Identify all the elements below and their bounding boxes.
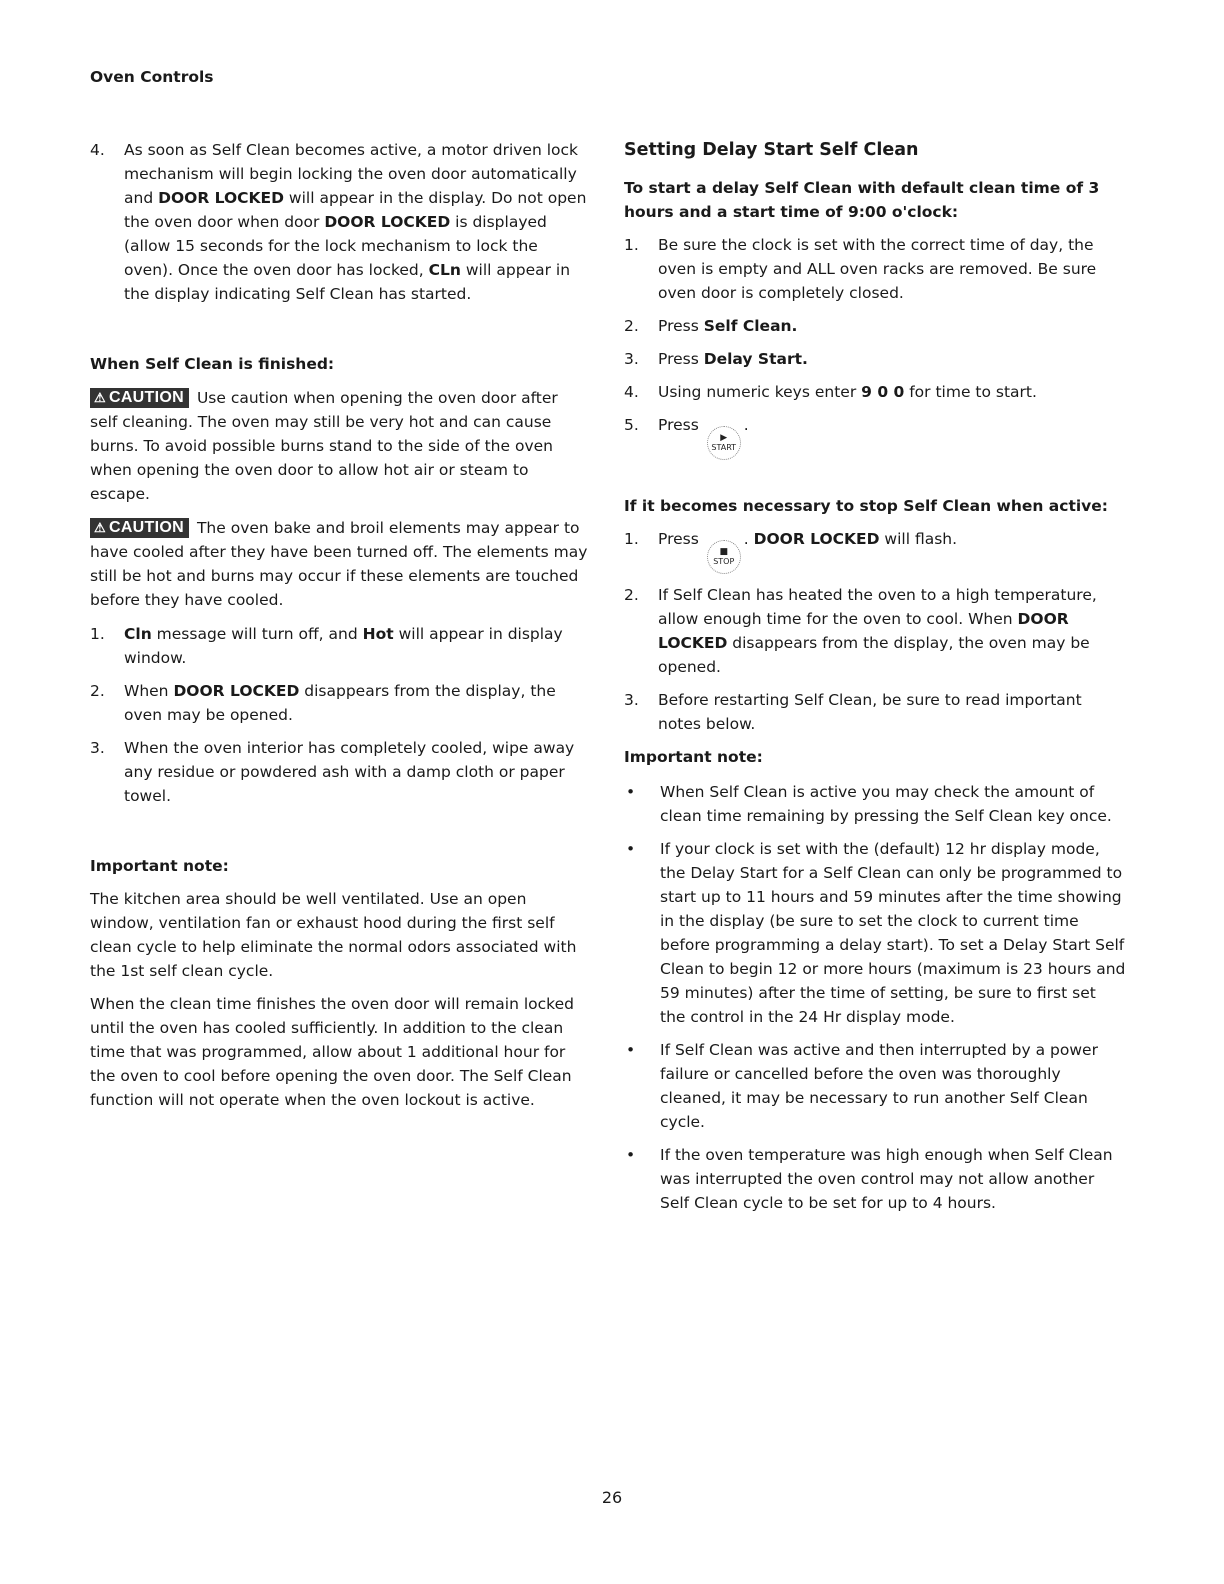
note-bullet: • When Self Clean is active you may check the amount of clean time remaining by pressing the Self Clean key once.: [624, 780, 1126, 828]
caution-badge: ⚠ CAUTION: [90, 518, 189, 538]
delay-step-3: 3. Press Delay Start.: [624, 350, 808, 368]
page-header: Oven Controls: [90, 68, 214, 86]
stop-step-2: 2. If Self Clean has heated the oven to a high temperature, allow enough time for the oven to cool. When DOOR LOCKED disappears from the display, the oven may be opened.: [624, 586, 1097, 676]
warning-triangle-icon: ⚠: [94, 520, 106, 535]
step-number: 4.: [90, 141, 105, 159]
delay-intro: To start a delay Self Clean with default clean time of 3 hours and a start time of 9:00 o'clock:: [624, 179, 1100, 221]
door-locked-text: DOOR LOCKED: [324, 213, 451, 231]
caution-badge: ⚠ CAUTION: [90, 388, 189, 408]
bullet-icon: •: [626, 840, 636, 858]
important-note-heading: Important note:: [90, 857, 229, 875]
finished-step-1: 1. Cln message will turn off, and Hot will appear in display window.: [90, 625, 563, 667]
important-note-paragraph-1: The kitchen area should be well ventilated. Use an open window, ventilation fan or exhaust hood during the first self clean cycle to help eliminate the normal odors associated with the 1st self clean cycle.: [90, 890, 577, 980]
bullet-icon: •: [626, 1041, 636, 1059]
delay-step-4: 4. Using numeric keys enter 9 0 0 for time to start.: [624, 383, 1037, 401]
finished-step-2: 2. When DOOR LOCKED disappears from the display, the oven may be opened.: [90, 682, 556, 724]
finished-heading: When Self Clean is finished:: [90, 355, 335, 373]
delay-step-2: 2. Press Self Clean.: [624, 317, 798, 335]
stop-heading: If it becomes necessary to stop Self Clean when active:: [624, 497, 1108, 515]
note-bullet: • If your clock is set with the (default) 12 hr display mode, the Delay Start for a Self Clean can only be programmed to start up to 11 hours and 59 minutes after the time showing in the display (be sure to set the clock to current time before programming a delay start). To set a Delay Start Self Clean to begin 12 or more hours (maximum is 23 hours and 59 minutes) after the time of setting, be sure to first set the control in the 24 Hr display mode.: [624, 837, 1126, 1029]
important-note-heading: Important note:: [624, 748, 763, 766]
warning-triangle-icon: ⚠: [94, 390, 106, 405]
self-clean-step-4: 4. As soon as Self Clean becomes active, a motor driven lock mechanism will begin locking the oven door automatically and DOOR LOCKED will appear in the display. Do not open the oven door when door DOOR LOCKED is displayed (allow 15 seconds for the lock mechanism to lock the oven). Once the oven door has locked, CLn will appear in the display indicating Self Clean has started.: [90, 138, 590, 306]
left-column: [90, 138, 590, 1112]
cln-text: CLn: [428, 261, 461, 279]
start-key-icon: ▶ START: [707, 426, 741, 460]
delay-step-1: 1. Be sure the clock is set with the correct time of day, the oven is empty and ALL oven racks are removed. Be sure oven door is completely closed.: [624, 236, 1097, 302]
bullet-icon: •: [626, 1146, 636, 1164]
stop-step-1: 1. Press ■ STOP . DOOR LOCKED will flash.: [624, 527, 1126, 574]
right-column: [624, 138, 1126, 1215]
page-number: 26: [601, 1488, 623, 1507]
note-bullet: • If the oven temperature was high enough when Self Clean was interrupted the oven control may not allow another Self Clean cycle to be set for up to 4 hours.: [624, 1143, 1126, 1215]
finished-step-3: 3. When the oven interior has completely cooled, wipe away any residue or powdered ash with a damp cloth or paper towel.: [90, 739, 575, 805]
delay-step-5: 5. Press ▶ START .: [624, 413, 1126, 460]
caution-paragraph-1: ⚠ CAUTION Use caution when opening the oven door after self cleaning. The oven may still be very hot and can cause burns. To avoid possible burns stand to the side of the oven when opening the oven door to allow hot air or steam to escape.: [90, 389, 558, 503]
important-note-paragraph-2: When the clean time finishes the oven door will remain locked until the oven has cooled sufficiently. In addition to the clean time that was programmed, allow about 1 additional hour for the oven to cool before opening the oven door. The Self Clean function will not operate when the oven lockout is active.: [90, 995, 574, 1109]
note-bullet: • If Self Clean was active and then interrupted by a power failure or cancelled before the oven was thoroughly cleaned, it may be necessary to run another Self Clean cycle.: [624, 1038, 1126, 1134]
stop-key-icon: ■ STOP: [707, 540, 741, 574]
bullet-icon: •: [626, 783, 636, 801]
section-title: Setting Delay Start Self Clean: [624, 140, 919, 160]
door-locked-text: DOOR LOCKED: [158, 189, 284, 207]
stop-step-3: 3. Before restarting Self Clean, be sure to read important notes below.: [624, 691, 1082, 733]
caution-paragraph-2: ⚠ CAUTION The oven bake and broil elements may appear to have cooled after they have been turned off. The elements may still be hot and burns may occur if these elements are touched before they have cooled.: [90, 519, 588, 609]
